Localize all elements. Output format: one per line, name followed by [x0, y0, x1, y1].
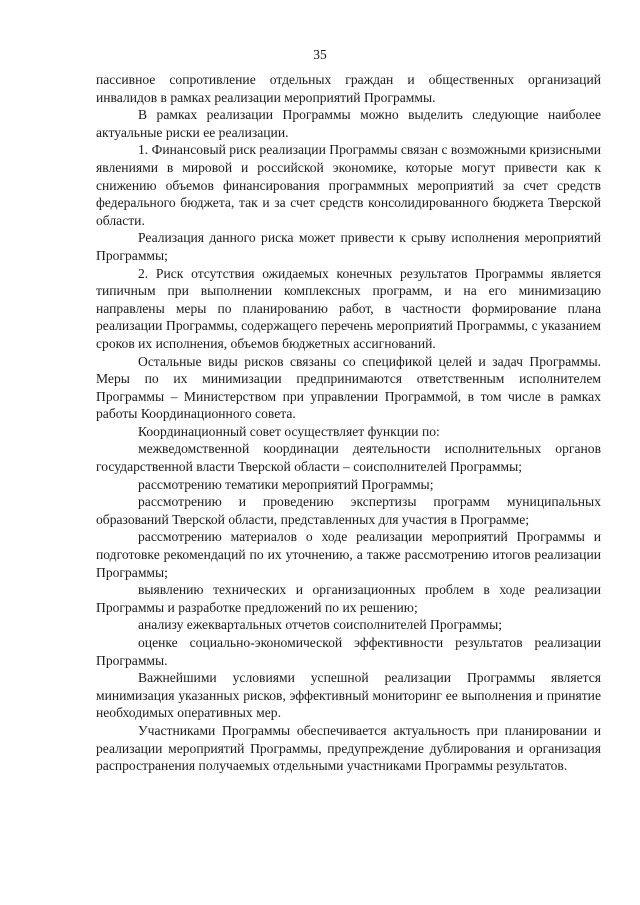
paragraph-council-functions-intro: Координационный совет осуществляет функции по: — [138, 423, 440, 439]
paragraph-risks-intro: В рамках реализации Программы можно выделить следующие наиболее актуальные риски ее реализации. — [96, 107, 601, 140]
document-body — [96, 71, 601, 775]
paragraph-function-problems: выявлению технических и организационных проблем в ходе реализации Программы и разработке предложений по их решению; — [96, 582, 601, 615]
paragraph-function-reports: анализу ежеквартальных отчетов соисполнителей Программы; — [138, 617, 502, 633]
paragraph-function-topics: рассмотрению тематики мероприятий Программы; — [138, 476, 434, 492]
paragraph-participants: Участниками Программы обеспечивается актуальность при планировании и реализации мероприятий Программы, предупреждение дублирования и организация распространения получаемых отдельными участниками Программы результатов. — [96, 722, 601, 774]
page-number: 35 — [313, 47, 327, 62]
paragraph-results-risk: 2. Риск отсутствия ожидаемых конечных результатов Программы является типичным при выполнении комплексных программ, и на его минимизацию направлены меры по планированию работ, в частности формирование плана реализации Программы, содержащего перечень мероприятий Программы, с указанием сроков их исполнения, объемов бюджетных ассигнований. — [96, 265, 601, 351]
paragraph-financial-risk: 1. Финансовый риск реализации Программы связан с возможными кризисными явлениями в мировой и российской экономике, которые могут привести как к снижению объемов финансирования программных мероприятий за счет средств федерального бюджета, так и за счет средств консолидированного бюджета Тверской области. — [96, 142, 601, 228]
paragraph-financial-risk-consequence: Реализация данного риска может привести к срыву исполнения мероприятий Программы; — [96, 230, 601, 263]
paragraph-continuation: пассивное сопротивление отдельных граждан и общественных организаций инвалидов в рамках реализации мероприятий Программы. — [96, 72, 601, 105]
paragraph-function-evaluation: оценке социально-экономической эффективности результатов реализации Программы. — [96, 635, 601, 668]
paragraph-success-conditions: Важнейшими условиями успешной реализации Программы является минимизация указанных рисков, эффективный мониторинг ее выполнения и принятие необходимых оперативных мер. — [96, 670, 601, 721]
paragraph-other-risks: Остальные виды рисков связаны со спецификой целей и задач Программы. Меры по их минимизации предпринимаются ответственным исполнителем Программы – Министерством при управлении Программой, в том числе в рамках работы Координационного совета. — [96, 353, 601, 422]
paragraph-function-materials: рассмотрению материалов о ходе реализации мероприятий Программы и подготовке рекомендаций по их уточнению, а также рассмотрению итогов реализации Программы; — [96, 529, 601, 580]
paragraph-function-coordination: межведомственной координации деятельности исполнительных органов государственной власти Тверской области – соисполнителей Программы; — [96, 441, 601, 475]
paragraph-function-expertise: рассмотрению и проведению экспертизы программ муниципальных образований Тверской области, представленных для участия в Программе; — [96, 494, 601, 527]
